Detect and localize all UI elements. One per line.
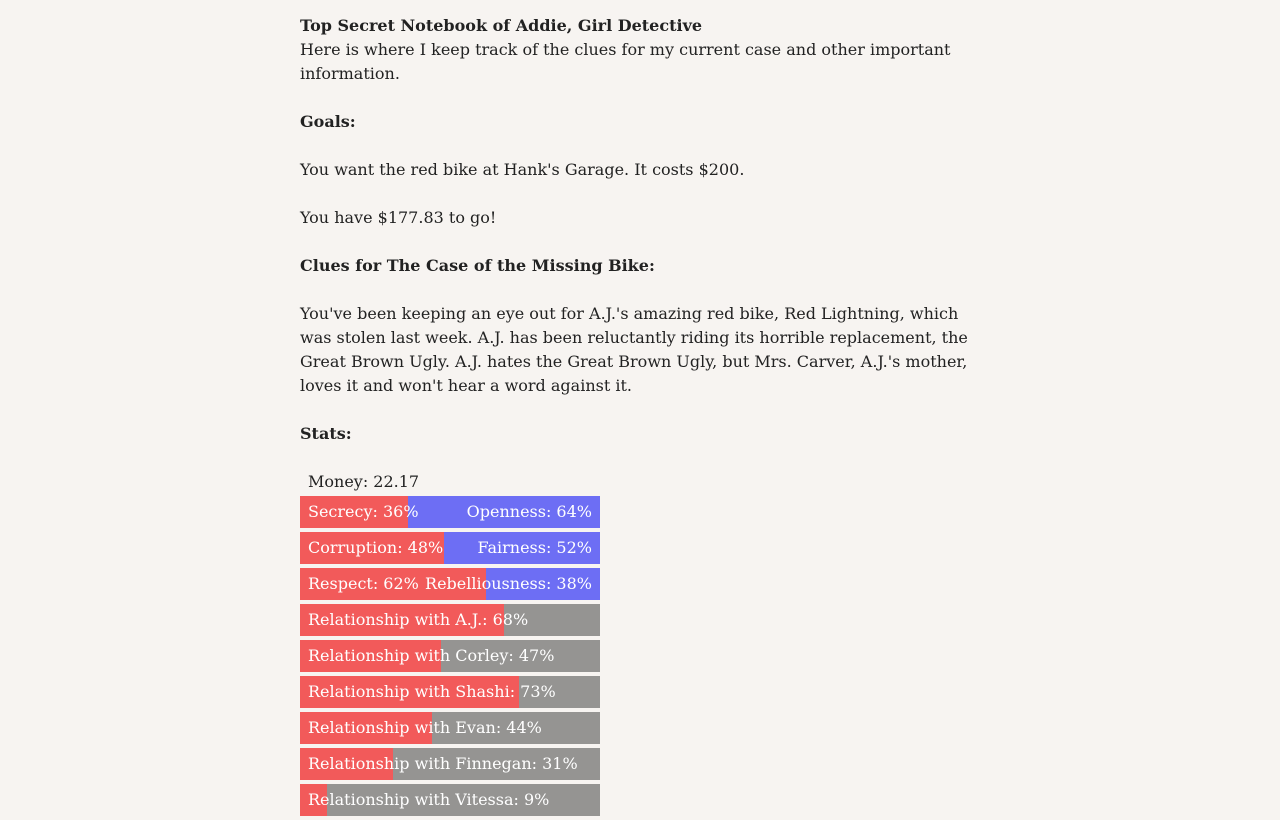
stat-label: Relationship with Shashi: 73%	[308, 682, 556, 701]
notebook-intro: Here is where I keep track of the clues for my current case and other important information.	[300, 40, 951, 83]
stat-left-label: Corruption: 48%	[308, 538, 444, 557]
money-to-go-line: You have $177.83 to go!	[300, 208, 497, 227]
stats-heading: Stats:	[300, 424, 352, 443]
stat-bar-relationship-corley	[300, 640, 600, 672]
stat-label: Relationship with A.J.: 68%	[308, 610, 529, 629]
stat-label: Relationship with Corley: 47%	[308, 646, 555, 665]
clues-text: You've been keeping an eye out for A.J.'s amazing red bike, Red Lightning, which was stolen last week. A.J. has been reluctantly riding its horrible replacement, the Great Brown Ugly. A.J. hates the Great Brown Ugly, but Mrs. Carver, A.J.'s mother, loves it and won't hear a word against it.	[300, 304, 968, 395]
goals-heading: Goals:	[300, 112, 356, 131]
stat-bar-corruption-fairness	[300, 532, 600, 564]
stat-bar-relationship-shashi	[300, 676, 600, 708]
stats-panel	[300, 470, 600, 816]
stat-left-label: Secrecy: 36%	[308, 502, 419, 521]
notebook-page	[300, 14, 980, 820]
stat-right-label: Fairness: 52%	[477, 538, 592, 557]
stat-right-label: Rebelliousness: 38%	[425, 574, 592, 593]
stat-bar-respect-rebelliousness	[300, 568, 600, 600]
stat-label: Relationship with Finnegan: 31%	[308, 754, 578, 773]
stat-bar-secrecy-openness	[300, 496, 600, 528]
stat-right-label: Openness: 64%	[466, 502, 592, 521]
stat-label: Relationship with Evan: 44%	[308, 718, 542, 737]
stat-bar-relationship-vitessa	[300, 784, 600, 816]
stat-bar-relationship-evan	[300, 712, 600, 744]
notebook-title: Top Secret Notebook of Addie, Girl Detective	[300, 16, 703, 35]
money-stat: Money: 22.17	[308, 472, 420, 491]
stat-left-label: Respect: 62%	[308, 574, 419, 593]
goal-line: You want the red bike at Hank's Garage. It costs $200.	[300, 160, 745, 179]
stat-bar-relationship-aj	[300, 604, 600, 636]
stat-bar-relationship-finnegan	[300, 748, 600, 780]
stat-label: Relationship with Vitessa: 9%	[308, 790, 550, 809]
clues-heading: Clues for The Case of the Missing Bike:	[300, 256, 655, 275]
